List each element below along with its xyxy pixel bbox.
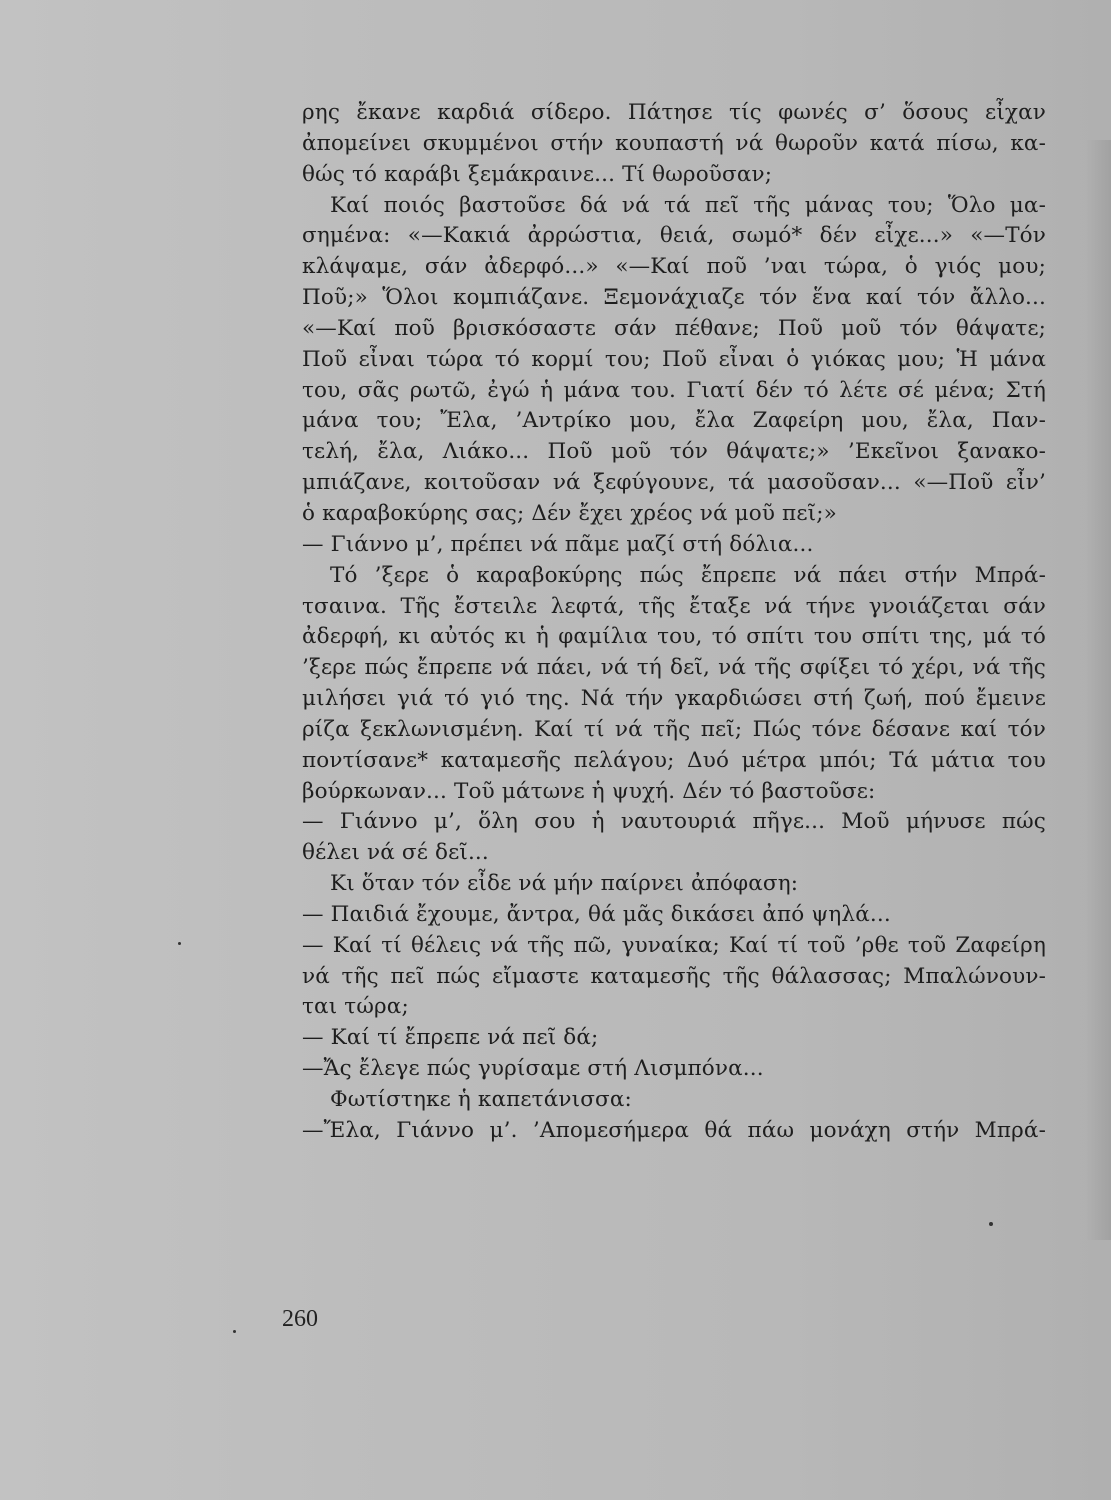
text-line: μπιάζανε, κοιτοῦσαν νά ξεφύγουνε, τά μασοῦσαν... «—Ποῦ εἶν’ [302,470,1046,496]
text-line: ρης ἔκανε καρδιά σίδερο. Πάτησε τίς φωνές σ’ ὅσους εἶχαν [302,100,1046,125]
text-line: — Γιάννο μ’, ὅλη σου ἡ ναυτουριά πῆγε... Μοῦ μήνυσε πώς [302,809,1046,835]
text-line: — Γιάννο μ’, πρέπει νά πᾶμε μαζί στή δόλια... [302,531,814,557]
text-line: — Παιδιά ἔχουμε, ἄντρα, θά μᾶς δικάσει ἀπό ψηλά... [302,901,891,927]
text-line: «—Καί ποῦ βρισκόσαστε σάν πέθανε; Ποῦ μοῦ τόν θάψατε; [302,315,1046,341]
text-line: ἀπομείνει σκυμμένοι στήν κουπαστή νά θωροῦν κατά πίσω, κα- [302,130,1046,156]
text-line: θέλει νά σέ δεῖ... [302,840,489,866]
text-line: θώς τό καράβι ξεμάκραινε... Τί θωροῦσαν; [302,161,773,187]
text-line: ρίζα ξεκλωνισμένη. Καί τί νά τῆς πεῖ; Πώς τόνε δέσανε καί τόν [302,716,1046,742]
text-line: ὁ καραβοκύρης σας; Δέν ἔχει χρέος νά μοῦ πεῖ;» [302,500,837,526]
text-line: Καί ποιός βαστοῦσε δά νά τά πεῖ τῆς μάνας του; Ὅλο μα- [330,192,1046,218]
text-line: —Ἔλα, Γιάννο μ’. ’Απομεσήμερα θά πάω μονάχη στήν Μπρά- [302,1117,1046,1143]
text-line: —Ἄς ἔλεγε πώς γυρίσαμε στή Λισμπόνα... [302,1056,764,1082]
text-line: ’ξερε πώς ἔπρεπε νά πάει, νά τή δεῖ, νά τῆς σφίξει τό χέρι, νά τῆς [302,655,1046,681]
text-line: τσαινα. Τῆς ἔστειλε λεφτά, τῆς ἔταξε νά τήνε γνοιάζεται σάν [302,593,1046,619]
scan-speck [178,942,181,945]
text-line: νά τῆς πεῖ πώς εἴμαστε καταμεσῆς τῆς θάλασσας; Μπαλώνουν- [302,963,1046,989]
text-line: Κι ὅταν τόν εἶδε νά μήν παίρνει ἀπόφαση: [330,871,799,897]
text-line: σημένα: «—Κακιά ἀρρώστια, θειά, σωμό* δέν εἶχε...» «—Τόν [302,223,1046,249]
text-line: του, σᾶς ρωτῶ, ἐγώ ἡ μάνα του. Γιατί δέν τό λέτε σέ μένα; Στή [302,377,1046,403]
body-text [302,98,1046,1147]
text-line: Φωτίστηκε ἡ καπετάνισσα: [330,1087,632,1112]
text-line: Τό ’ξερε ὁ καραβοκύρης πώς ἔπρεπε νά πάει στήν Μπρά- [330,562,1046,588]
text-line: ποντίσανε* καταμεσῆς πελάγου; Δυό μέτρα μπόι; Τά μάτια του [302,747,1046,773]
text-line: Ποῦ;» Ὅλοι κομπιάζανε. Ξεμονάχιαζε τόν ἕνα καί τόν ἄλλο... [302,285,1046,311]
text-line: μάνα του; Ἔλα, ’Αντρίκο μου, ἔλα Ζαφείρη μου, ἔλα, Παν- [302,408,1046,434]
text-line: ται τώρα; [302,994,409,1020]
text-line: — Καί τί ἔπρεπε νά πεῖ δά; [302,1025,599,1051]
text-line: τελή, ἔλα, Λιάκο... Ποῦ μοῦ τόν θάψατε;» ’Εκεῖνοι ξανακο- [302,439,1046,465]
text-line: — Καί τί θέλεις νά τῆς πῶ, γυναίκα; Καί τί τοῦ ’ρθε τοῦ Ζαφείρη [302,932,1046,958]
page-number: 260 [282,1306,318,1332]
scan-speck [233,1330,236,1333]
text-line: ἀδερφή, κι αὐτός κι ἡ φαμίλια του, τό σπίτι του σπίτι της, μά τό [302,624,1046,650]
text-line: μιλήσει γιά τό γιό της. Νά τήν γκαρδιώσει στή ζωή, πού ἔμεινε [302,686,1046,712]
text-line: κλάψαμε, σάν ἀδερφό...» «—Καί ποῦ ’ναι τώρα, ὁ γιός μου; [302,254,1046,280]
scan-speck [989,1222,993,1226]
page-edge-shadow [1085,140,1111,1240]
text-line: βούρκωναν... Τοῦ μάτωνε ἡ ψυχή. Δέν τό βαστοῦσε: [302,778,876,804]
text-line: Ποῦ εἶναι τώρα τό κορμί του; Ποῦ εἶναι ὁ γιόκας μου; Ἡ μάνα [302,346,1046,372]
